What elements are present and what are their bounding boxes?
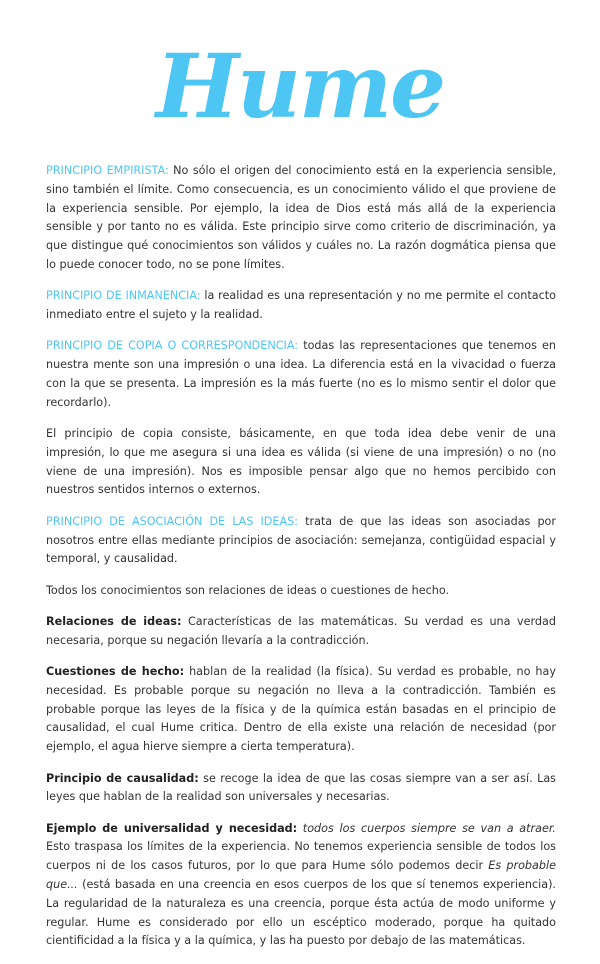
principio-causalidad-text: se recoge la idea de que las cosas siempre van a ser así. Las leyes que hablan de la realidad son universales y necesarias.	[46, 771, 556, 804]
paragraph-conocimientos: Todos los conocimientos son relaciones de ideas o cuestiones de hecho.	[46, 583, 450, 597]
principio-empirista-label: PRINCIPIO EMPIRISTA:	[46, 164, 169, 177]
principio-inmanencia-text: la realidad es una representación y no me permite el contacto inmediato entre el sujeto y la realidad.	[46, 289, 556, 322]
universalidad-label: Ejemplo de universalidad y necesidad:	[46, 821, 298, 835]
paragraph-principio-inmanencia	[46, 287, 556, 325]
paragraph-principio-causalidad	[46, 770, 556, 808]
universalidad-text-1: Esto traspasa los límites de la experiencia. No tenemos experiencia sensible de todos los cuerpos ni de los casos futuros, por lo que para Hume sólo podemos decir	[46, 840, 556, 873]
universalidad-italic-1: todos los cuerpos siempre se van a atraer.	[297, 821, 556, 835]
page-title: Hume	[155, 34, 445, 138]
paragraph-principio-asociacion	[46, 513, 556, 569]
paragraph-copia-explicacion: El principio de copia consiste, básicamente, en que toda idea debe venir de una impresión, lo que me asegura si una idea es válida (si viene de una impresión) o no (no viene de una impresión). Nos es imposible pensar algo que no hemos percibido con nuestros sentidos internos o externos.	[46, 427, 556, 497]
principio-copia-text: todas las representaciones que tenemos en nuestra mente son una impresión o una idea. La diferencia está en la vivacidad o fuerza con la que se presenta. La impresión es la más fuerte (no es lo mismo sentir el dolor que recordarlo).	[46, 339, 556, 409]
principio-inmanencia-label: PRINCIPIO DE INMANENCIA:	[46, 289, 201, 303]
principio-copia-label: PRINCIPIO DE COPIA O CORRESPONDENCIA:	[46, 339, 299, 353]
principio-causalidad-label: Principio de causalidad:	[46, 771, 199, 785]
relaciones-de-ideas-text: Características de las matemáticas. Su verdad es una verdad necesaria, porque su negación llevaría a la contradicción.	[46, 614, 556, 647]
cuestiones-de-hecho-text: hablan de la realidad (la física). Su verdad es probable, no hay necesidad. Es probable porque su negación no lleva a la contradicción. También es probable porque las leyes de la física y de la química están basadas en el principio de causalidad, el cual Hume critica. Dentro de ella existe una relación de necesidad (por ejemplo, el agua hierve siempre a cierta temperatura).	[46, 665, 557, 754]
paragraph-cuestiones-de-hecho	[46, 663, 556, 757]
universalidad-italic-2: Es probable que...	[46, 859, 556, 891]
paragraph-universalidad	[46, 820, 556, 952]
relaciones-de-ideas-label: Relaciones de ideas:	[46, 614, 182, 628]
paragraph-relaciones-de-ideas	[46, 613, 556, 651]
document-body	[46, 162, 556, 964]
principio-empirista-text: No sólo el origen del conocimiento está en la experiencia sensible, sino también el límite. Como consecuencia, es un conocimiento válido el que proviene de la experiencia sensible. Por ejemplo, la idea de Dios está más allá de la experiencia sensible y por tanto no es válida. Este principio sirve como criterio de discriminación, ya que distingue qué conocimientos son válidos y cuáles no. La razón dogmática piensa que lo puede conocer todo, no se pone límites.	[46, 164, 556, 271]
principio-asociacion-text: trata de que las ideas son asociadas por nosotros entre ellas mediante principios de asociación: semejanza, contigüidad espacial y temporal, y causalidad.	[46, 514, 556, 566]
principio-asociacion-label: PRINCIPIO DE ASOCIACIÓN DE LAS IDEAS:	[46, 514, 299, 528]
paragraph-principio-copia	[46, 337, 556, 412]
paragraph-principio-empirista	[46, 162, 556, 275]
cuestiones-de-hecho-label: Cuestiones de hecho:	[46, 665, 185, 679]
universalidad-text-2: (está basada en una creencia en esos cuerpos de los que sí tenemos experiencia). La regularidad de la naturaleza es una creencia, porque ésta actúa de modo uniforme y regular. Hume es considerado por ello un escéptico moderado, porque ha quitado cientificidad a la física y a la química, y las ha puesto por debajo de las matemáticas.	[46, 878, 556, 948]
